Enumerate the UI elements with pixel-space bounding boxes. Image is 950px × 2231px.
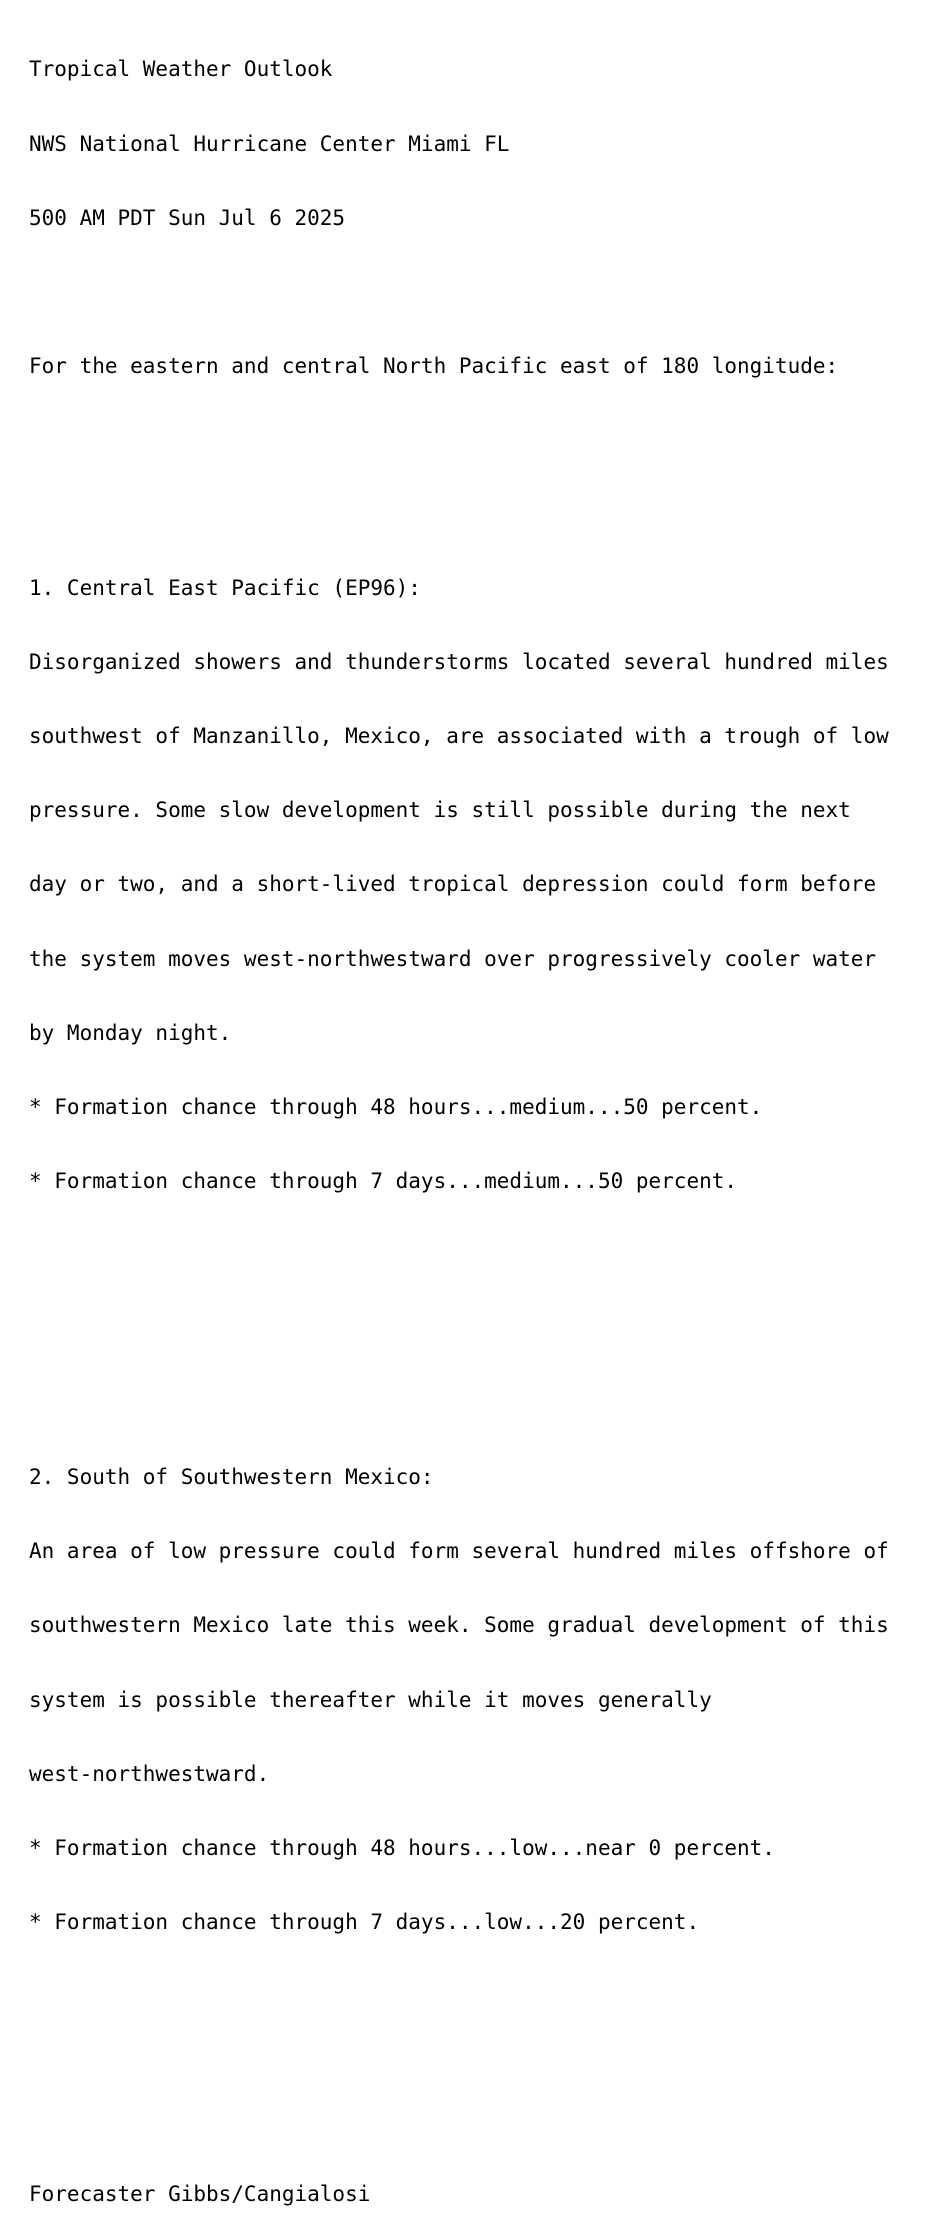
system-text-line: pressure. Some slow development is still possible during the next bbox=[29, 798, 851, 823]
system-text-line: west-northwestward. bbox=[29, 1761, 270, 1786]
system-text-line: system is possible thereafter while it moves generally bbox=[29, 1687, 712, 1712]
blank-line bbox=[29, 1317, 889, 1342]
blank-lines bbox=[29, 2058, 889, 2132]
system-text-line: Disorganized showers and thunderstorms located several hundred miles bbox=[29, 650, 889, 675]
formation-chance-7d: * Formation chance through 7 days...medium...50 percent. bbox=[29, 1168, 738, 1193]
issue-time: 500 AM PDT Sun Jul 6 2025 bbox=[29, 205, 346, 230]
system-text-line: southwestern Mexico late this week. Some gradual development of this bbox=[29, 1613, 889, 1638]
system-text-line: the system moves west-northwestward over progressively cooler water bbox=[29, 946, 877, 971]
system-1-section bbox=[29, 527, 889, 1243]
system-2-section bbox=[29, 1416, 889, 1984]
outlook-document bbox=[29, 8, 889, 2231]
formation-chance-48h: * Formation chance through 48 hours...low...near 0 percent. bbox=[29, 1835, 775, 1860]
system-heading: 1. Central East Pacific (EP96): bbox=[29, 576, 421, 601]
system-text-line: southwest of Manzanillo, Mexico, are associated with a trough of low bbox=[29, 724, 889, 749]
system-text-line: day or two, and a short-lived tropical depression could form before bbox=[29, 872, 877, 897]
product-title: Tropical Weather Outlook bbox=[29, 57, 333, 82]
formation-chance-7d: * Formation chance through 7 days...low...20 percent. bbox=[29, 1909, 700, 1934]
system-text-line: An area of low pressure could form several hundred miles offshore of bbox=[29, 1539, 889, 1564]
intro-text: For the eastern and central North Pacific east of 180 longitude: bbox=[29, 353, 839, 378]
formation-chance-48h: * Formation chance through 48 hours...medium...50 percent. bbox=[29, 1094, 763, 1119]
system-text-line: by Monday night. bbox=[29, 1020, 232, 1045]
blank-line bbox=[29, 280, 889, 305]
blank-line bbox=[29, 428, 889, 453]
system-heading: 2. South of Southwestern Mexico: bbox=[29, 1465, 434, 1490]
issuing-office: NWS National Hurricane Center Miami FL bbox=[29, 131, 510, 156]
forecaster-signature: Forecaster Gibbs/Cangialosi bbox=[29, 2181, 371, 2206]
